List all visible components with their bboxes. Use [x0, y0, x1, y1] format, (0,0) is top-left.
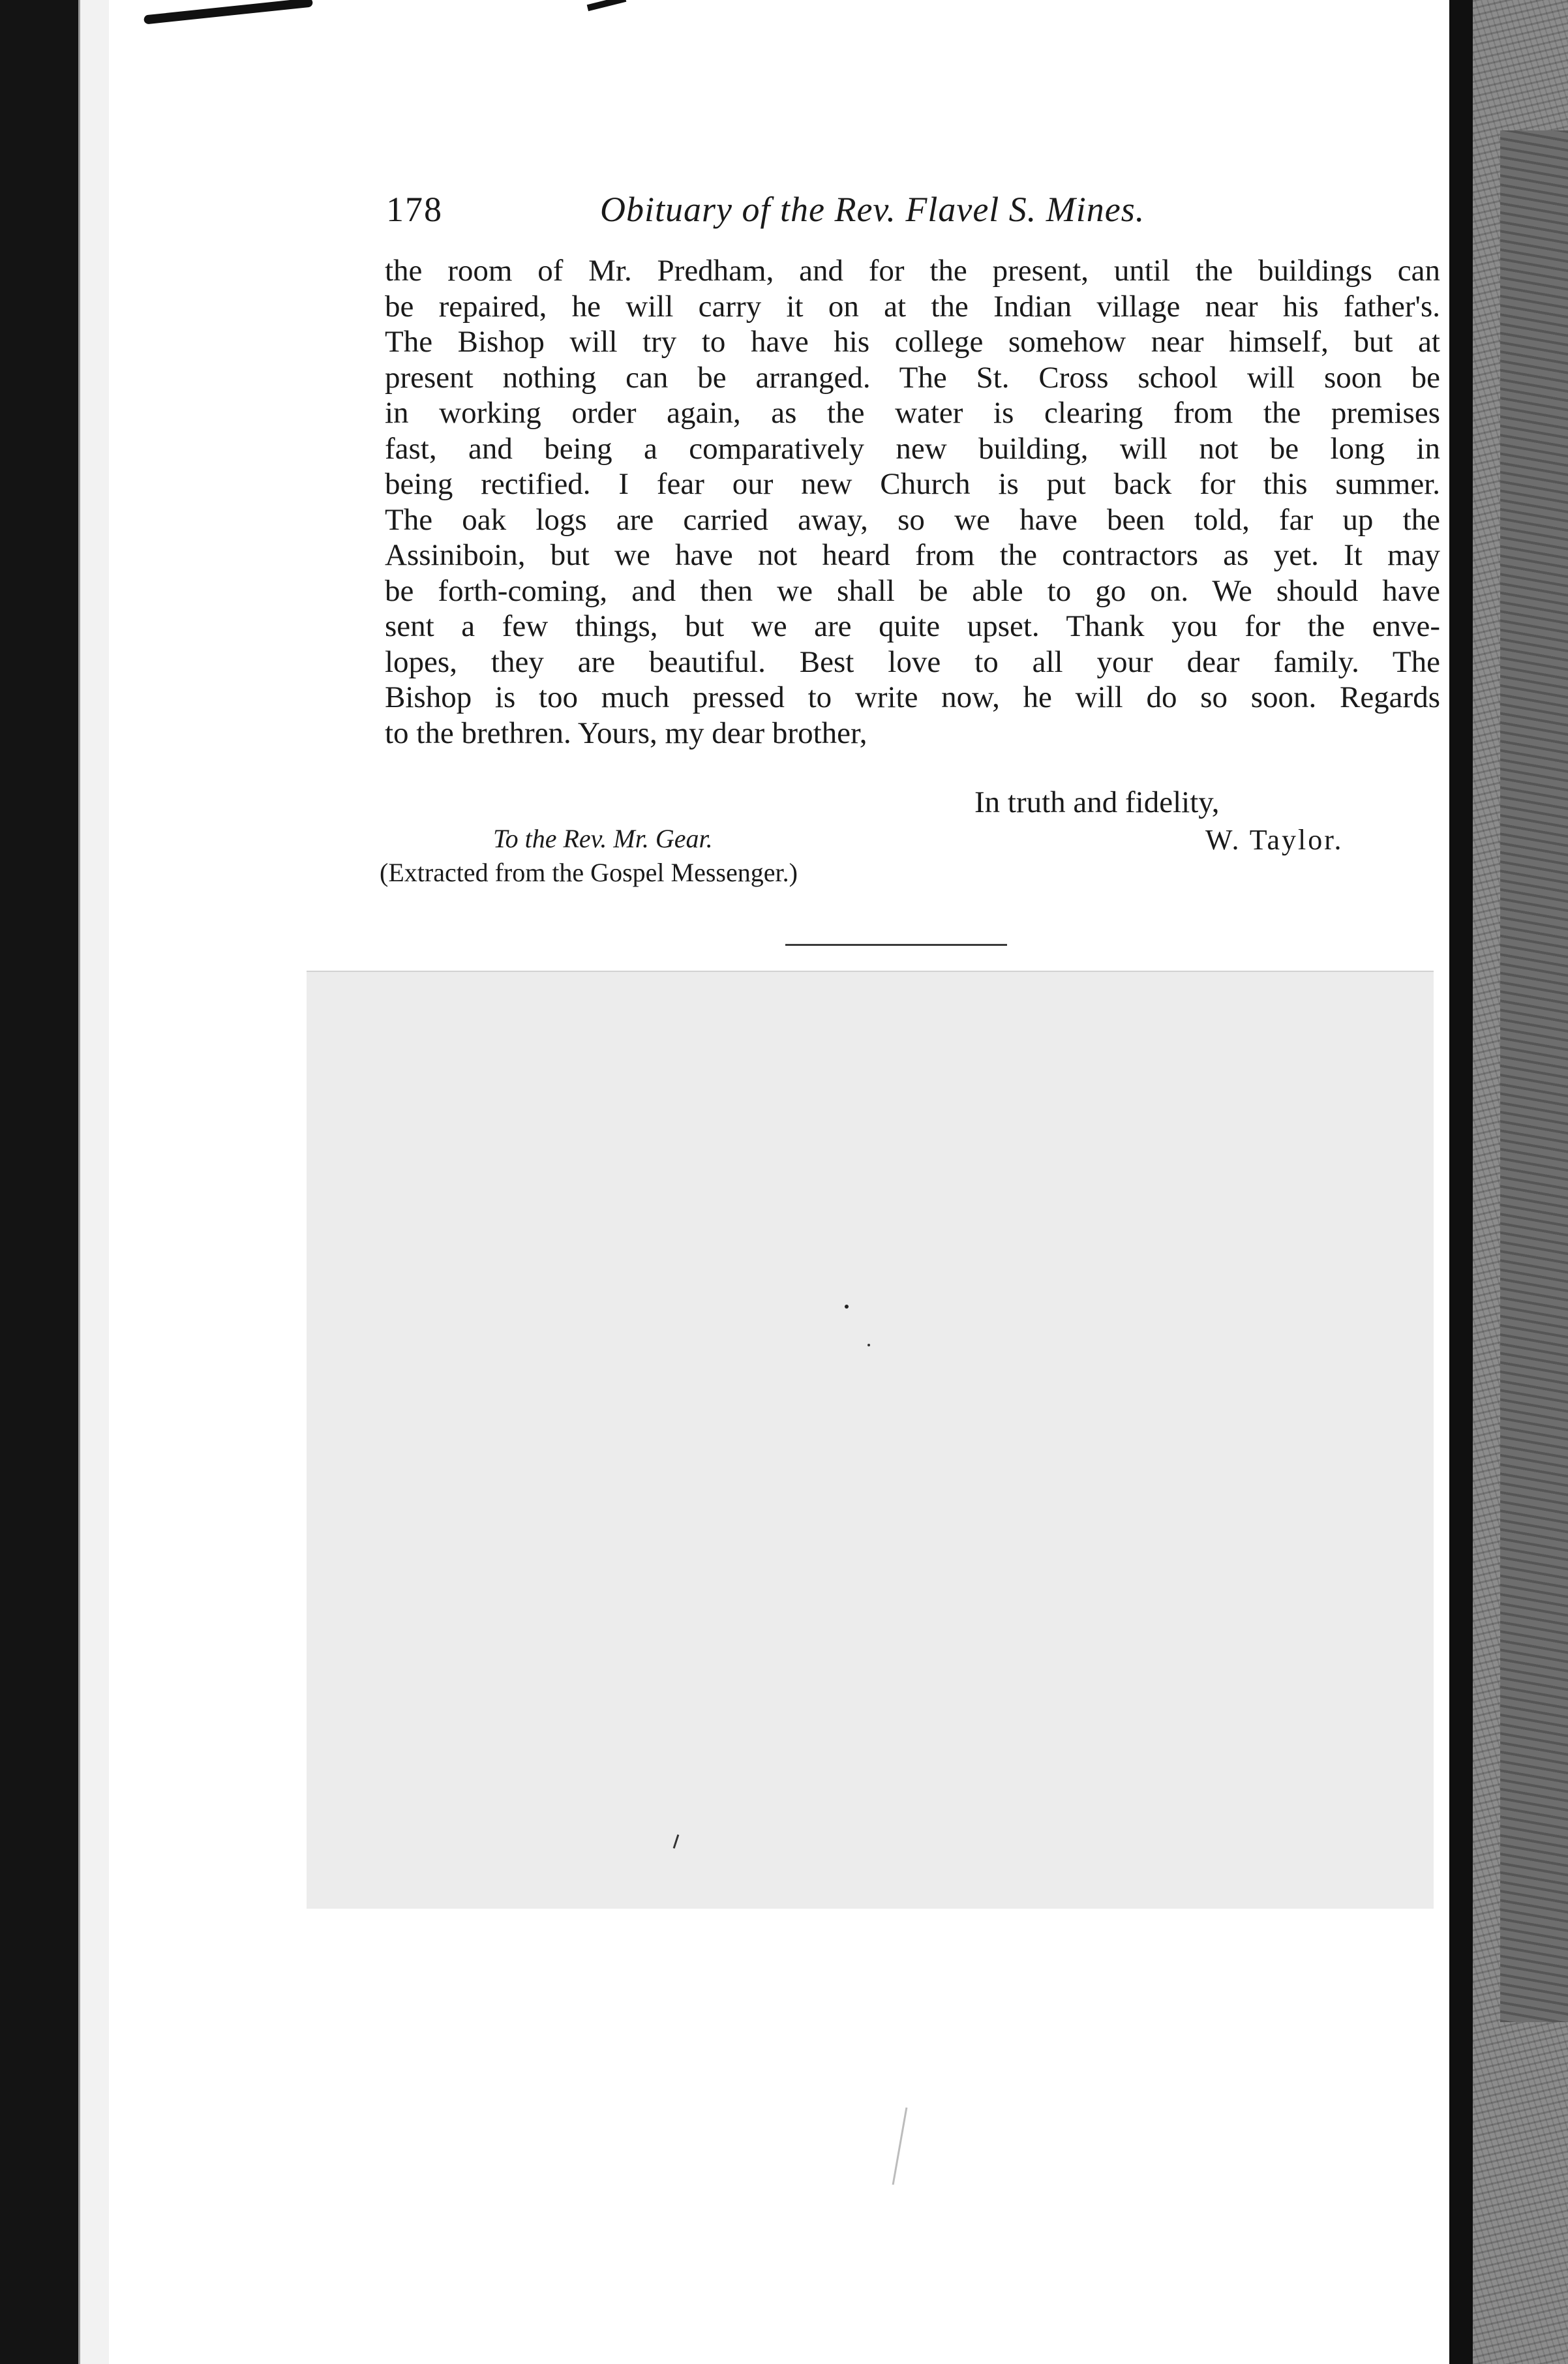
section-divider [785, 944, 1007, 946]
running-title: Obituary of the Rev. Flavel S. Mines. [600, 190, 1145, 229]
scan-speck [845, 1305, 849, 1309]
page-number: 178 [386, 190, 443, 229]
body-line: Bishop is too much pressed to write now, he will do so soon. Regards [385, 680, 1440, 714]
letter-closing: In truth and fidelity, [974, 785, 1220, 819]
scan-crease [892, 2108, 908, 2185]
body-line: The Bishop will try to have his college somehow near himself, but at [385, 325, 1440, 359]
body-line: be repaired, he will carry it on at the Indian village near his father's. [385, 289, 1440, 324]
body-line: Assiniboin, but we have not heard from the contractors as yet. It may [385, 538, 1440, 572]
body-line: the room of Mr. Predham, and for the present, until the buildings can [385, 254, 1440, 288]
body-line: to the brethren. Yours, my dear brother, [385, 716, 867, 750]
body-line: The oak logs are carried away, so we have been told, far up the [385, 502, 1440, 537]
scan-mark [143, 0, 313, 25]
scan-mark [587, 0, 627, 11]
body-line: sent a few things, but we are quite upset. Thank you for the enve- [385, 609, 1440, 643]
body-line: fast, and being a comparatively new building, will not be long in [385, 431, 1440, 466]
source-note: (Extracted from the Gospel Messenger.) [380, 858, 798, 887]
body-line: in working order again, as the water is clearing from the premises [385, 396, 1440, 430]
scan-right-texture [1500, 130, 1568, 2022]
scan-speck [867, 1344, 870, 1346]
body-line: lopes, they are beautiful. Best love to all your dear family. The [385, 644, 1440, 679]
letter-signature: W. Taylor. [1205, 824, 1344, 856]
blank-pasted-block [307, 971, 1434, 1909]
body-line: being rectified. I fear our new Church is put back for this summer. [385, 467, 1440, 501]
body-line: present nothing can be arranged. The St. Cross school will soon be [385, 360, 1440, 395]
letter-body [385, 253, 1440, 751]
scan-left-edge [0, 0, 78, 2364]
body-line: be forth-coming, and then we shall be able to go on. We should have [385, 573, 1440, 608]
scan-right-border [1449, 0, 1473, 2364]
letter-addressee: To the Rev. Mr. Gear. [493, 824, 713, 853]
scan-left-margin-strip [78, 0, 109, 2364]
